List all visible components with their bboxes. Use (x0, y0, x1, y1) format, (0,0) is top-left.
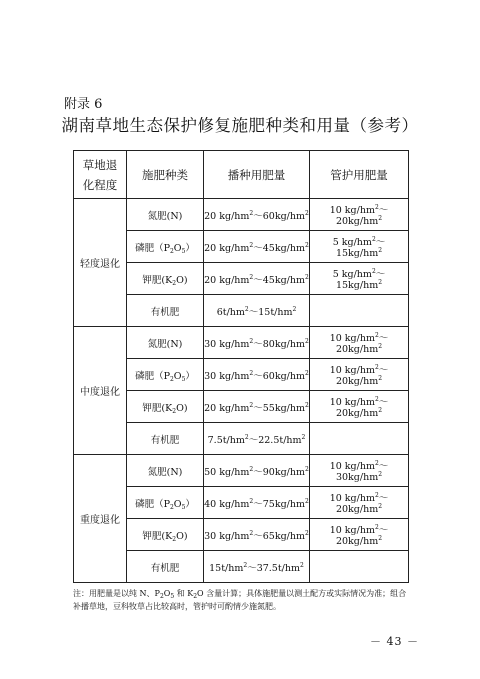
seeding-amount-cell: $15t/hm^2\sim 37.5t/hm^2$ (204, 551, 310, 583)
maintenance-amount-cell: 10 $kg/hm^2\sim 20kg/hm^2$ (310, 519, 409, 551)
fertilizer-type-cell: 磷肥$(P_2O_5)$ (127, 359, 204, 391)
seeding-amount-cell: 30 $kg/hm^2\sim 65kg/hm^2$ (204, 519, 310, 551)
maintenance-amount-cell: 5 $kg/hm^2\sim 15kg/hm^2$ (310, 263, 409, 295)
seeding-amount-cell: 40 $kg/hm^2\sim 75kg/hm^2$ (204, 487, 310, 519)
maintenance-amount-cell (310, 551, 409, 583)
fertilizer-type-cell: 氮肥(N) (127, 327, 204, 359)
maintenance-amount-cell: 5 $kg/hm^2\sim 15kg/hm^2$ (310, 231, 409, 263)
table-row (74, 199, 409, 231)
maintenance-amount-cell: 10 $kg/hm^2\sim 20kg/hm^2$ (310, 327, 409, 359)
fertilizer-type-cell: 有机肥 (127, 551, 204, 583)
fertilizer-type-cell: 钾肥$(K_2O)$ (127, 263, 204, 295)
seeding-amount-cell: 30 $kg/hm^2\sim 60kg/hm^2$ (204, 359, 310, 391)
maintenance-amount-cell: 10 $kg/hm^2\sim 20kg/hm^2$ (310, 391, 409, 423)
header-fert-type: 施肥种类 (127, 151, 204, 199)
maintenance-amount-cell (310, 423, 409, 455)
header-manage-amount: 管护用肥量 (310, 151, 409, 199)
fertilizer-table (73, 150, 409, 583)
fertilizer-type-cell: 钾肥$(K_2O)$ (127, 519, 204, 551)
degradation-level-cell: 中度退化 (74, 327, 127, 455)
header-degree-line1: 草地退 (82, 157, 118, 172)
fertilizer-type-cell: 钾肥$(K_2O)$ (127, 391, 204, 423)
seeding-amount-cell: 20 $kg/hm^2\sim 60kg/hm^2$ (204, 199, 310, 231)
fertilizer-type-cell: 氮肥(N) (127, 199, 204, 231)
maintenance-amount-cell: 10 $kg/hm^2\sim 20kg/hm^2$ (310, 359, 409, 391)
seeding-amount-cell: $7.5t/hm^2\sim 22.5t/hm^2$ (204, 423, 310, 455)
table-row (74, 455, 409, 487)
fertilizer-type-cell: 氮肥(N) (127, 455, 204, 487)
table-header-row (74, 151, 409, 199)
maintenance-amount-cell: 10 $kg/hm^2\sim 20kg/hm^2$ (310, 199, 409, 231)
seeding-amount-cell: $6t/hm^2\sim 15t/hm^2$ (204, 295, 310, 327)
seeding-amount-cell: 20 $kg/hm^2\sim 45kg/hm^2$ (204, 263, 310, 295)
header-seed-amount: 播种用肥量 (204, 151, 310, 199)
page-number: － 43 － (370, 635, 419, 648)
degradation-level-cell: 轻度退化 (74, 199, 127, 327)
appendix-label: 附录 6 (64, 97, 103, 112)
document-title: 湖南草地生态保护修复施肥种类和用量（参考） (61, 116, 419, 135)
seeding-amount-cell: 20 $kg/hm^2\sim 55kg/hm^2$ (204, 391, 310, 423)
table-row (74, 327, 409, 359)
maintenance-amount-cell: 10 $kg/hm^2\sim 20kg/hm^2$ (310, 487, 409, 519)
seeding-amount-cell: 20 $kg/hm^2\sim 45kg/hm^2$ (204, 231, 310, 263)
fertilizer-type-cell: 有机肥 (127, 295, 204, 327)
fertilizer-type-cell: 磷肥$(P_2O_5)$ (127, 487, 204, 519)
maintenance-amount-cell (310, 295, 409, 327)
header-degree-line2: 化程度 (82, 177, 118, 192)
table-body (74, 199, 409, 583)
fertilizer-type-cell: 磷肥$(P_2O_5)$ (127, 231, 204, 263)
seeding-amount-cell: 30 $kg/hm^2\sim 80kg/hm^2$ (204, 327, 310, 359)
seeding-amount-cell: 50 $kg/hm^2\sim 90kg/hm^2$ (204, 455, 310, 487)
header-degree (74, 151, 127, 199)
footnote: 注：用肥量是以纯 N、$P_2O_5$ 和 $K_2O$ 含量计算；具体施肥量以测土配方或实际情况为准；组合补播草地，豆科牧草占比较高时，管护时可酌情少施氮肥。 (73, 589, 407, 611)
fertilizer-type-cell: 有机肥 (127, 423, 204, 455)
degradation-level-cell: 重度退化 (74, 455, 127, 583)
maintenance-amount-cell: 10 $kg/hm^2\sim 30kg/hm^2$ (310, 455, 409, 487)
